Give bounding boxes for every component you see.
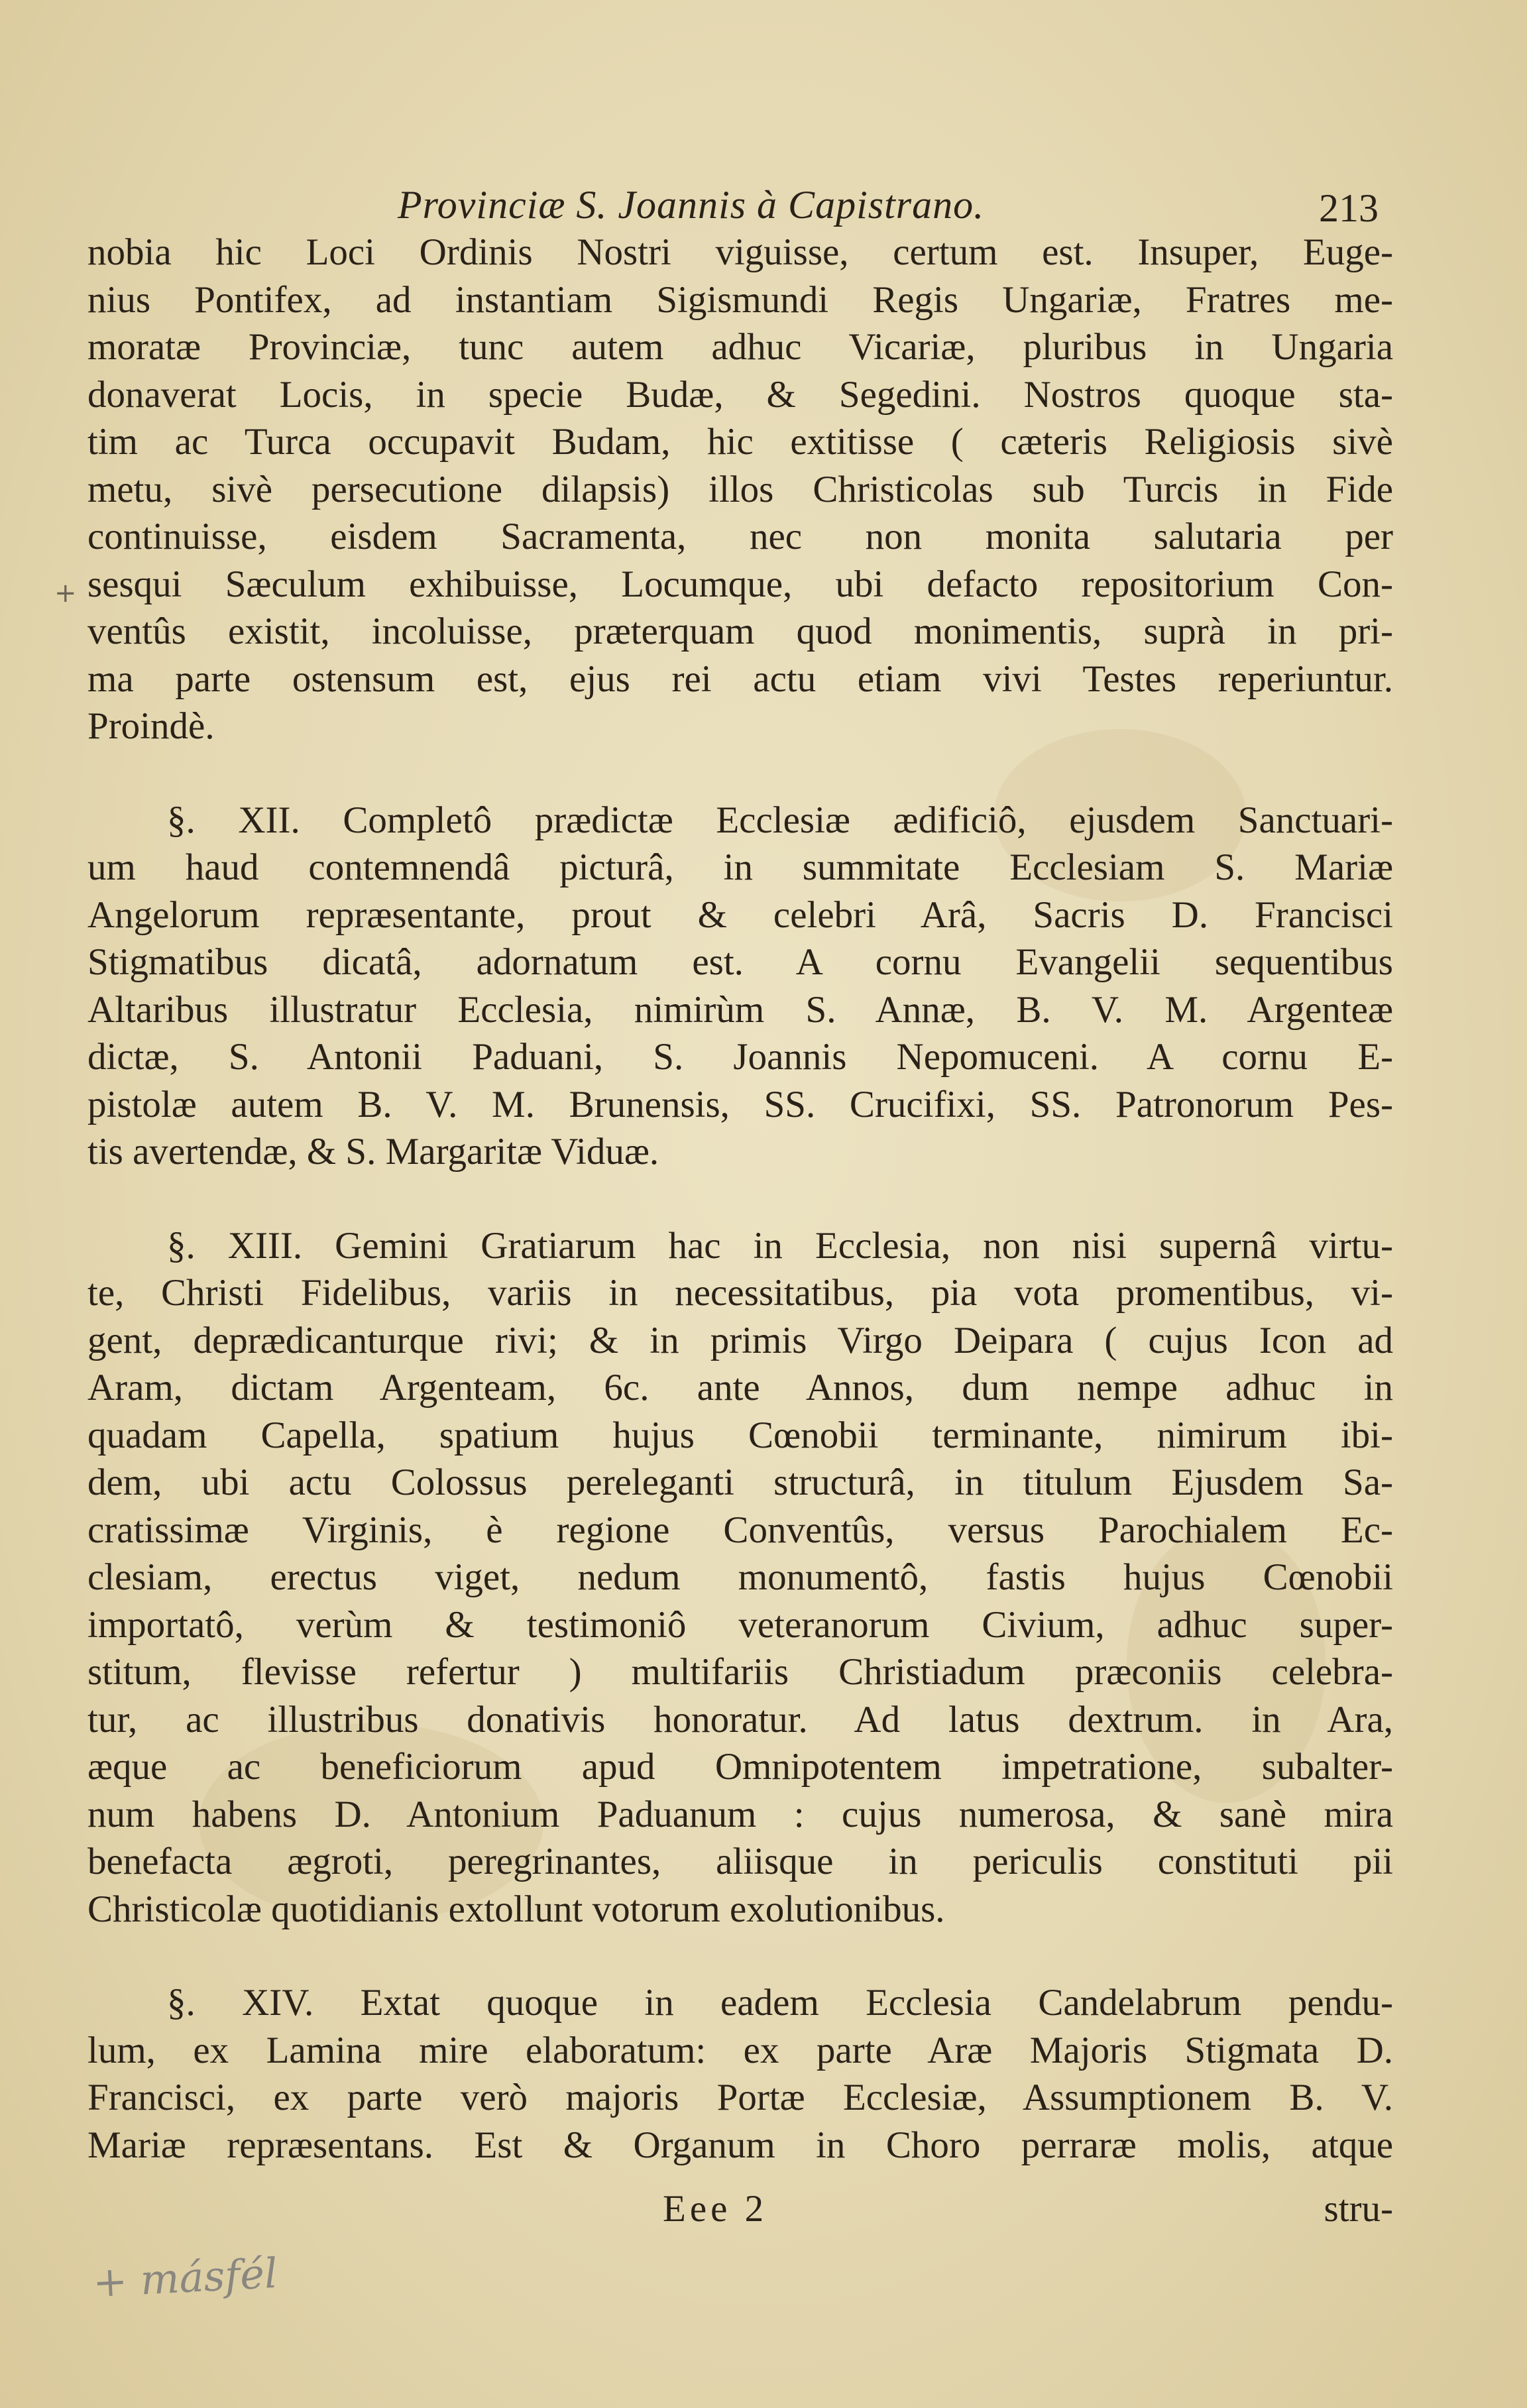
text-line: æque ac beneficiorum apud Omnipotentem impetratione, subalter- bbox=[87, 1746, 1393, 1788]
text-line: Aram, dictam Argenteam, 6c. ante Annos, dum nempe adhuc in bbox=[87, 1367, 1393, 1408]
text-line: cratissimæ Virginis, è regione Conventûs, versus Parochialem Ec- bbox=[87, 1509, 1393, 1551]
section-xiv bbox=[87, 1979, 1393, 2169]
paragraph-continuation bbox=[87, 229, 1393, 750]
text-line: Christicolæ quotidianis extollunt votorum exolutionibus. bbox=[87, 1888, 945, 1930]
text-line: Proindè. bbox=[87, 705, 215, 747]
page-header bbox=[86, 182, 1392, 229]
text-line: Altaribus illustratur Ecclesia, nimirùm S. Annæ, B. V. M. Argenteæ bbox=[87, 988, 1393, 1031]
text-line: tim ac Turca occupavit Budam, hic extitisse ( cæteris Religiosis sivè bbox=[87, 421, 1393, 463]
catchword: stru- bbox=[1324, 2188, 1393, 2230]
section-xiii bbox=[87, 1222, 1393, 1933]
text-line: tur, ac illustribus donativis honoratur. Ad latus dextrum. in Ara, bbox=[87, 1698, 1393, 1741]
text-line: nius Pontifex, ad instantiam Sigismundi Regis Ungariæ, Fratres me- bbox=[87, 278, 1393, 321]
text-line: num habens D. Antonium Paduanum : cujus numerosa, & sanè mira bbox=[87, 1793, 1393, 1835]
text-line: Stigmatibus dicatâ, adornatum est. A cornu Evangelii sequentibus bbox=[87, 941, 1393, 983]
text-line: te, Christi Fidelibus, variis in necessitatibus, pia vota promentibus, vi- bbox=[87, 1272, 1393, 1314]
text-line: §. XIV. Extat quoque in eadem Ecclesia Candelabrum pendu- bbox=[167, 1982, 1393, 2024]
running-head: Provinciæ S. Joannis à Capistrano. bbox=[398, 183, 985, 227]
text-line: donaverat Locis, in specie Budæ, & Segedini. Nostros quoque sta- bbox=[87, 373, 1393, 416]
text-line: dictæ, S. Antonii Paduani, S. Joannis Nepomuceni. A cornu E- bbox=[87, 1036, 1393, 1078]
text-line: continuisse, eisdem Sacramenta, nec non monita salutaria per bbox=[87, 516, 1393, 557]
text-line: Francisci, ex parte verò majoris Portæ Ecclesiæ, Assumptionem B. V. bbox=[87, 2077, 1393, 2118]
text-line: Mariæ repræsentans. Est & Organum in Choro perraræ molis, atque bbox=[87, 2124, 1393, 2166]
text-line: pistolæ autem B. V. M. Brunensis, SS. Crucifixi, SS. Patronorum Pes- bbox=[87, 1083, 1393, 1125]
text-line: §. XII. Completô prædictæ Ecclesiæ ædificiô, ejusdem Sanctuari- bbox=[167, 799, 1393, 841]
section-xii bbox=[87, 797, 1393, 1176]
page-number: 213 bbox=[1319, 186, 1379, 230]
handwritten-note: + másfél bbox=[91, 2248, 279, 2307]
page-footer bbox=[87, 2187, 1393, 2240]
text-line: tis avertendæ, & S. Margaritæ Viduæ. bbox=[87, 1131, 659, 1173]
text-line: benefacta ægroti, peregrinantes, aliisque in periculis constituti pii bbox=[87, 1841, 1393, 1882]
text-line: §. XIII. Gemini Gratiarum hac in Ecclesia, non nisi supernâ virtu- bbox=[167, 1224, 1393, 1267]
text-line: dem, ubi actu Colossus pereleganti structurâ, in titulum Ejusdem Sa- bbox=[87, 1462, 1393, 1503]
text-line: clesiam, erectus viget, nedum monumentô, fastis hujus Cœnobii bbox=[87, 1556, 1393, 1598]
text-line: moratæ Provinciæ, tunc autem adhuc Vicariæ, pluribus in Ungaria bbox=[87, 326, 1393, 368]
text-line: sesqui Sæculum exhibuisse, Locumque, ubi defacto repositorium Con- bbox=[87, 563, 1393, 605]
signature-mark: Eee 2 bbox=[663, 2188, 768, 2230]
text-line: metu, sivè persecutione dilapsis) illos Christicolas sub Turcis in Fide bbox=[87, 468, 1393, 510]
text-line: Angelorum repræsentante, prout & celebri Arâ, Sacris D. Francisci bbox=[87, 893, 1393, 936]
margin-mark: + bbox=[54, 578, 77, 608]
text-line: nobia hic Loci Ordinis Nostri viguisse, certum est. Insuper, Euge- bbox=[87, 231, 1393, 273]
body-text bbox=[87, 229, 1393, 2169]
text-line: stitum, flevisse refertur ) multifariis Christiadum præconiis celebra- bbox=[87, 1651, 1393, 1693]
text-line: importatô, verùm & testimoniô veteranorum Civium, adhuc super- bbox=[87, 1603, 1393, 1646]
text-line: gent, deprædicanturque rivi; & in primis Virgo Deipara ( cujus Icon ad bbox=[87, 1319, 1393, 1361]
text-line: um haud contemnendâ picturâ, in summitate Ecclesiam S. Mariæ bbox=[87, 846, 1393, 888]
text-line: quadam Capella, spatium hujus Cœnobii terminante, nimirum ibi- bbox=[87, 1414, 1393, 1456]
text-line: lum, ex Lamina mire elaboratum: ex parte Aræ Majoris Stigmata D. bbox=[87, 2029, 1393, 2071]
text-line: ma parte ostensum est, ejus rei actu etiam vivi Testes reperiuntur. bbox=[87, 658, 1393, 700]
text-line: ventûs existit, incoluisse, præterquam quod monimentis, suprà in pri- bbox=[87, 610, 1393, 652]
